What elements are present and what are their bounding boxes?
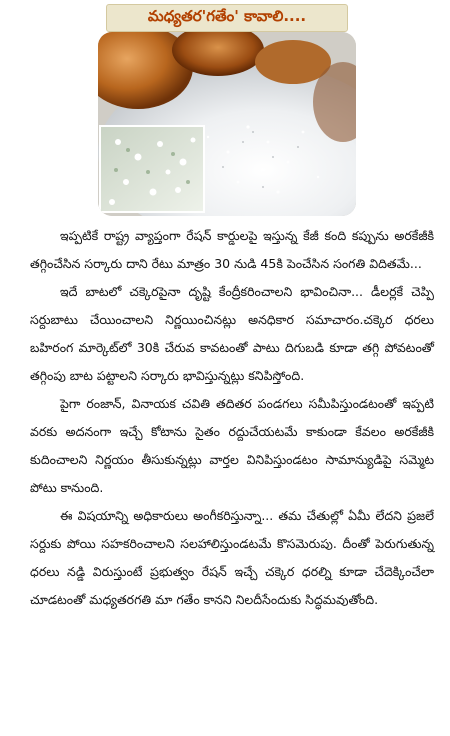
headline-banner bbox=[106, 4, 348, 32]
article-photo bbox=[98, 32, 356, 216]
article-paragraph-2: ఇదే బాటలో చక్కెరపైనా దృష్టి కేంద్రీకరించాలని భావించినా... డీలర్లకే చెప్పి సర్దుబాటు చేయించాలని నిర్ణయించినట్లు అనధికార సమాచారం.చక్కెర ధరలు బహిరంగ మార్కెట్‌లో 30కి చేరువ కావటంతో పాటు దిగుబడి కూడా తగ్గి పోవటంతో తగ్గింపు బాట పట్టాలని సర్కారు భావిస్తున్నట్లు కనిపిస్తోంది. bbox=[30, 284, 434, 383]
article-paragraph-1: ఇప్పటికే రాష్ట్ర వ్యాప్తంగా రేషన్ కార్డులపై ఇస్తున్న కేజీ కంది కప్పును అరకేజీకి తగ్గించేసిన సర్కారు దాని రేటు మాత్రం 30 నుడి 45కి పెంచేసిన సంగతి విదితమే... bbox=[30, 228, 434, 271]
article-body bbox=[30, 222, 434, 614]
article-paragraph-4: ఈ విషయాన్ని అధికారులు అంగీకరిస్తున్నా... తమ చేతుల్లో ఏమీ లేదని ప్రజలే సర్దుకు పోయి సహకరించాలని సలహాలిస్తుండటమే కొసమెరుపు. దీంతో పెరుగుతున్న ధరలు నడ్డి విరుస్తుంటే ప్రభుత్వం రేషన్ ఇచ్చే చక్కెర ధరల్ని కూడా చేదెక్కించేలా చూడటంతో మధ్యతరగతి మా గతేం కానని నిలదీసేందుకు సిద్ధమవుతోంది. bbox=[30, 508, 434, 607]
article-headline: మధ్యతర'గతేం' కావాలి.... bbox=[147, 7, 307, 25]
sugar-photo bbox=[98, 32, 356, 216]
article-paragraph-3: పైగా రంజాన్, వినాయక చవితి తదితర పండగలు సమీపిస్తుండటంతో ఇప్పటి వరకు అదనంగా ఇచ్చే కోటాను సైతం రద్దుచేయటమే కాకుండా కేవలం అరకేజీకి కుదించాలని నిర్ణయం తీసుకున్నట్లు వార్తల వినిపిస్తుండటం సామాన్యుడిపై సమ్మెట పోటు కానుంది. bbox=[30, 396, 434, 495]
